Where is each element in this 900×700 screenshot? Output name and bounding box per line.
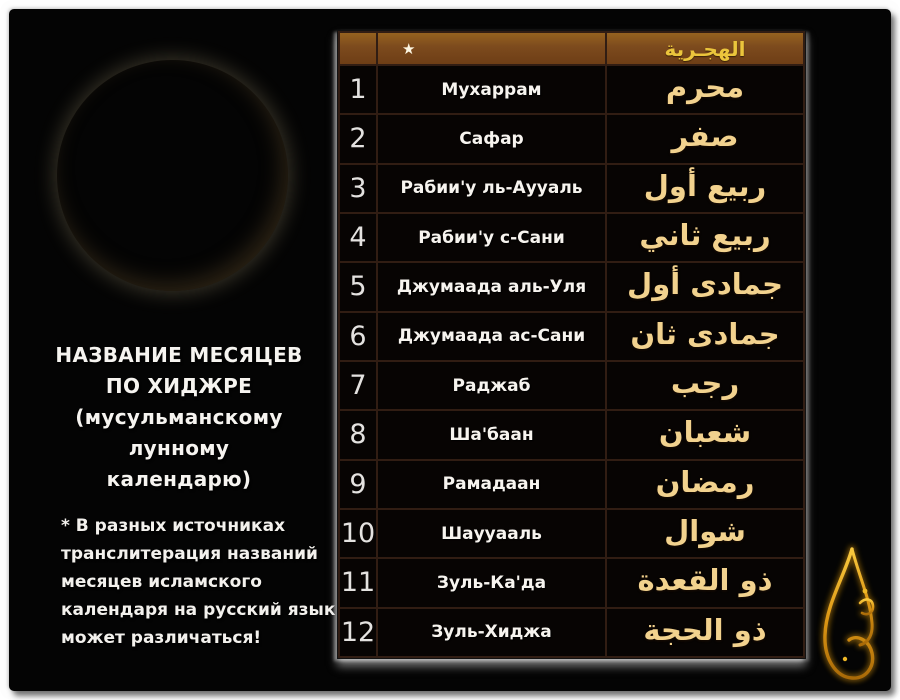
month-name-russian: Зуль-Ка'да — [378, 559, 605, 606]
month-number: 6 — [340, 313, 376, 360]
month-number: 10 — [340, 510, 376, 557]
month-name-russian: Рабии'у с-Сани — [378, 214, 605, 261]
month-number: 1 — [340, 66, 376, 113]
calligraphy-watermark-icon — [815, 541, 889, 691]
month-number: 5 — [340, 263, 376, 310]
month-name-russian: Джумаада аль-Уля — [378, 263, 605, 310]
month-number: 4 — [340, 214, 376, 261]
footnote-line: месяцев исламского — [61, 572, 262, 592]
months-table — [337, 30, 806, 659]
month-name-russian: Мухаррам — [378, 66, 605, 113]
month-name-russian: Джумаада ас-Сани — [378, 313, 605, 360]
month-number: 3 — [340, 165, 376, 212]
month-number: 9 — [340, 461, 376, 508]
month-name-arabic: ربيع أول — [607, 165, 803, 212]
month-number: 12 — [340, 609, 376, 656]
month-name-arabic: رمضان — [607, 461, 803, 508]
title-line: (мусульманскому лунному — [75, 405, 283, 460]
footnote-line: * В разных источниках — [61, 516, 286, 536]
month-number: 11 — [340, 559, 376, 606]
month-name-russian: Раджаб — [378, 362, 605, 409]
title-line: ПО ХИДЖРЕ — [105, 374, 253, 398]
month-name-arabic: ذو الحجة — [607, 609, 803, 656]
header-russian-cell star-icon: ★ — [378, 33, 605, 64]
month-name-arabic: جمادى أول — [607, 263, 803, 310]
month-name-russian: Шаууааль — [378, 510, 605, 557]
month-name-russian: Рамадаан — [378, 461, 605, 508]
month-name-arabic: شوال — [607, 510, 803, 557]
month-number: 7 — [340, 362, 376, 409]
month-name-russian: Рабии'у ль-Аууаль — [378, 165, 605, 212]
title-line: календарю) — [106, 467, 252, 491]
month-name-arabic: رجب — [607, 362, 803, 409]
month-name-arabic: محرم — [607, 66, 803, 113]
header-index-cell — [340, 33, 376, 64]
header-arabic-cell: الهجـرية — [607, 33, 803, 64]
footnote-line: транслитерация названий — [61, 544, 318, 564]
month-number: 8 — [340, 411, 376, 458]
title-line: НАЗВАНИЕ МЕСЯЦЕВ — [55, 343, 303, 367]
poster-background — [9, 9, 891, 691]
full-moon-photo — [57, 60, 288, 291]
footnote — [61, 512, 343, 652]
month-name-russian: Сафар — [378, 115, 605, 162]
month-name-arabic: ذو القعدة — [607, 559, 803, 606]
month-name-arabic: شعبان — [607, 411, 803, 458]
month-name-arabic: صفر — [607, 115, 803, 162]
month-name-russian: Ша'баан — [378, 411, 605, 458]
month-number: 2 — [340, 115, 376, 162]
month-name-arabic: ربيع ثاني — [607, 214, 803, 261]
poster-title — [27, 340, 331, 495]
footnote-line: может различаться! — [61, 628, 262, 648]
month-name-russian: Зуль-Хиджа — [378, 609, 605, 656]
footnote-line: календаря на русский язык — [61, 600, 336, 620]
month-name-arabic: جمادى ثان — [607, 313, 803, 360]
